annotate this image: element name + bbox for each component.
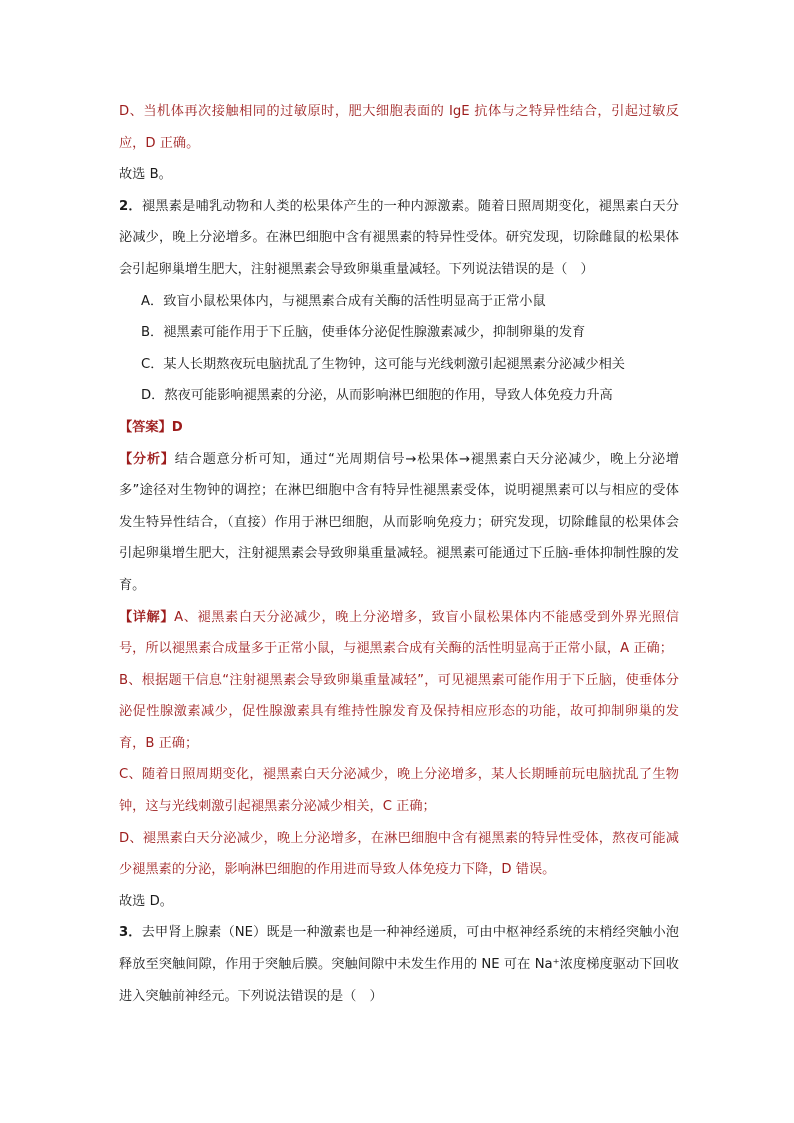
q2-option-a: A．致盲小鼠松果体内，与褪黑素合成有关酶的活性明显高于正常小鼠 [141, 293, 546, 309]
answer-value: D [171, 419, 183, 435]
q2-option-c: C．某人长期熬夜玩电脑扰乱了生物钟，这可能与光线刺激引起褪黑素分泌减少相关 [141, 356, 625, 372]
q2-stem [119, 191, 679, 286]
q2-choice: 故选 D。 [119, 893, 173, 909]
document-page [119, 96, 679, 1012]
q3-stem-text: 去甲肾上腺素（NE）既是一种激素也是一种神经递质，可由中枢神经系统的末梢经突触小泡释放至突触间隙，作用于突触后膜。突触间隙中未发生作用的 NE 可在 Na⁺浓度梯度驱动下回收进入突触前神经元。下列说法错误的是（ ） [119, 925, 679, 1004]
q2-option-d: D．熬夜可能影响褪黑素的分泌，从而影响淋巴细胞的作用，导致人体免疫力升高 [141, 388, 613, 404]
q2-detail-a [119, 602, 679, 665]
analysis-label: 【分析】 [119, 451, 175, 467]
q2-stem-text: 褪黑素是哺乳动物和人类的松果体产生的一种内源激素。随着日照周期变化，褪黑素白天分泌减少，晚上分泌增多。在淋巴细胞中含有褪黑素的特异性受体。研究发现，切除雌鼠的松果体会引起卵巢增生肥大，注射褪黑素会导致卵巢重量减轻。下列说法错误的是（ ） [119, 198, 679, 277]
detail-label: 【详解】 [119, 609, 175, 625]
q2-detail-b: B、根据题干信息“注射褪黑素会导致卵巢重量减轻”，可见褪黑素可能作用于下丘脑，使垂体分泌促性腺激素减少，促性腺激素具有维持性腺发育及保持相应形态的功能，故可抑制卵巢的发育，B 正确； [119, 672, 679, 751]
q3-stem [119, 917, 679, 1012]
q2-detail-d: D、褪黑素白天分泌减少，晚上分泌增多，在淋巴细胞中含有褪黑素的特异性受体，熬夜可能减少褪黑素的分泌，影响淋巴细胞的作用进而导致人体免疫力下降，D 错误。 [119, 830, 679, 878]
q3-number: 3． [119, 925, 142, 941]
answer-label: 【答案】 [119, 419, 172, 435]
q1-option-d-explanation: D、当机体再次接触相同的过敏原时，肥大细胞表面的 IgE 抗体与之特异性结合，引起过敏反应，D 正确。 [119, 104, 679, 151]
analysis-text: 结合题意分析可知，通过“光周期信号→松果体→褪黑素白天分泌减少，晚上分泌增多”途径对生物钟的调控；在淋巴细胞中含有特异性褪黑素受体，说明褪黑素可以与相应的受体发生特异性结合，（直接）作用于淋巴细胞，从而影响免疫力；研究发现，切除雌鼠的松果体会引起卵巢增生肥大，注射褪黑素会导致卵巢重量减轻。褪黑素可能通过下丘脑-垂体抑制性腺的发育。 [119, 451, 679, 593]
q2-detail-c: C、随着日照周期变化，褪黑素白天分泌减少，晚上分泌增多，某人长期睡前玩电脑扰乱了生物钟，这与光线刺激引起褪黑素分泌减少相关，C 正确； [119, 767, 679, 815]
q2-analysis [119, 444, 679, 602]
q2-answer [119, 412, 679, 444]
detail-a-text: A、褪黑素白天分泌减少，晚上分泌增多，致盲小鼠松果体内不能感受到外界光照信号，所以褪黑素合成量多于正常小鼠，与褪黑素合成有关酶的活性明显高于正常小鼠，A 正确； [119, 609, 679, 657]
q2-number: 2． [119, 198, 142, 214]
q1-choice: 故选 B。 [119, 167, 172, 183]
q2-option-b: B．褪黑素可能作用于下丘脑，使垂体分泌促性腺激素减少，抑制卵巢的发育 [141, 325, 586, 341]
